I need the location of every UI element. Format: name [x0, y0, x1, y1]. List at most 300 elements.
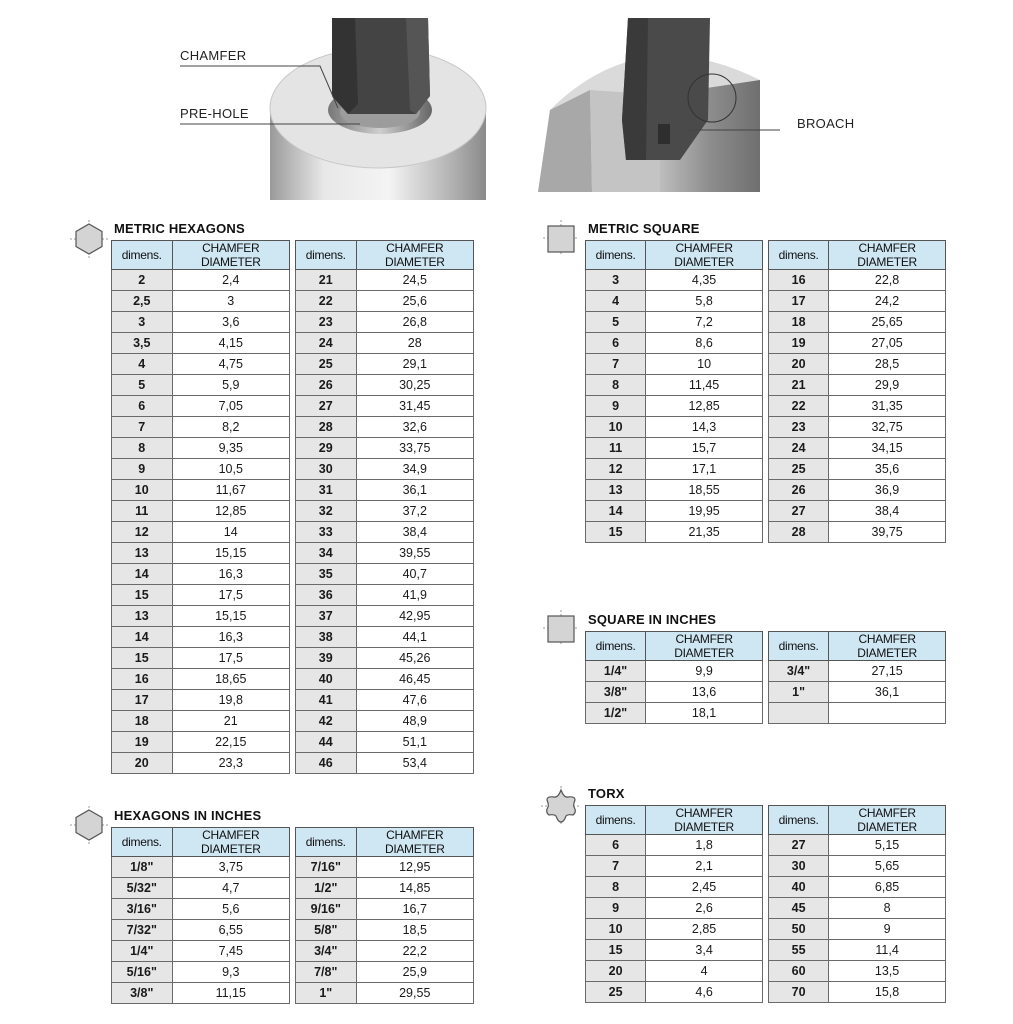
table-row: [586, 375, 763, 396]
dimension-cell: 7/16": [296, 857, 357, 878]
chamfer-diameter-cell: 26,8: [356, 312, 473, 333]
dimension-cell: 16: [112, 669, 173, 690]
chamfer-diameter-cell: 27,05: [829, 333, 946, 354]
table-row: [112, 899, 290, 920]
chamfer-diameter-cell: 45,26: [356, 648, 473, 669]
chamfer-diameter-cell: 28,5: [829, 354, 946, 375]
chamfer-diameter-cell: 36,1: [356, 480, 473, 501]
chamfer-diameter-cell: 47,6: [356, 690, 473, 711]
table-row: [296, 669, 474, 690]
table-row: [769, 501, 946, 522]
dimension-cell: 45: [769, 898, 829, 919]
table-row: [296, 585, 474, 606]
chamfer-diameter-cell: 28: [356, 333, 473, 354]
chamfer-diameter-cell: 3: [172, 291, 289, 312]
chamfer-diameter-cell: 19,95: [646, 501, 763, 522]
dimension-cell: 9: [112, 459, 173, 480]
table-row: [296, 627, 474, 648]
chamfer-diameter-cell: [829, 703, 946, 724]
table-row: [586, 835, 763, 856]
table-row: [112, 438, 290, 459]
dimension-cell: 11: [112, 501, 173, 522]
chamfer-diameter-cell: 16,3: [172, 564, 289, 585]
table-row: [769, 333, 946, 354]
table-row: [769, 522, 946, 543]
chamfer-diameter-cell: 2,1: [646, 856, 763, 877]
table-row: [769, 835, 946, 856]
dimension-cell: 26: [769, 480, 829, 501]
chamfer-diameter-cell: 46,45: [356, 669, 473, 690]
table-row: [112, 459, 290, 480]
table-row: [586, 333, 763, 354]
table-row: [296, 543, 474, 564]
table-row: [769, 354, 946, 375]
dimension-cell: [769, 703, 829, 724]
dimension-cell: 30: [769, 856, 829, 877]
column-header-dimension: dimens.: [769, 632, 829, 661]
dimension-cell: 5/16": [112, 962, 173, 983]
table-row: [586, 438, 763, 459]
dimension-cell: 42: [296, 711, 357, 732]
chamfer-diameter-cell: 11,4: [829, 940, 946, 961]
chamfer-diameter-cell: 15,15: [172, 543, 289, 564]
table-row: [296, 375, 474, 396]
dimension-cell: 8: [112, 438, 173, 459]
dimension-cell: 31: [296, 480, 357, 501]
dimension-cell: 1/8": [112, 857, 173, 878]
dimension-cell: 3: [586, 270, 646, 291]
torx-icon: [541, 786, 581, 826]
dimension-cell: 22: [769, 396, 829, 417]
dimension-cell: 20: [769, 354, 829, 375]
dimension-cell: 12: [586, 459, 646, 480]
table-row: [112, 417, 290, 438]
dimension-cell: 3,5: [112, 333, 173, 354]
chamfer-diameter-cell: 8,6: [646, 333, 763, 354]
dimension-cell: 10: [586, 417, 646, 438]
chamfer-diameter-cell: 4,75: [172, 354, 289, 375]
chamfer-callout-label: CHAMFER: [180, 48, 247, 63]
dimension-cell: 35: [296, 564, 357, 585]
chamfer-diameter-cell: 5,6: [172, 899, 289, 920]
chamfer-diameter-cell: 18,65: [172, 669, 289, 690]
chamfer-diameter-cell: 38,4: [829, 501, 946, 522]
chamfer-diameter-cell: 22,2: [356, 941, 473, 962]
dimension-cell: 50: [769, 919, 829, 940]
chamfer-diameter-cell: 39,55: [356, 543, 473, 564]
column-header-dimension: dimens.: [586, 241, 646, 270]
metric-hexagons-table-1: [111, 240, 290, 774]
table-row: [586, 480, 763, 501]
column-header-dimension: dimens.: [586, 632, 646, 661]
dimension-cell: 17: [769, 291, 829, 312]
table-row: [296, 920, 474, 941]
chamfer-diameter-cell: 7,45: [172, 941, 289, 962]
dimension-cell: 27: [769, 835, 829, 856]
dimension-cell: 46: [296, 753, 357, 774]
chamfer-diameter-cell: 2,6: [646, 898, 763, 919]
chamfer-diameter-cell: 5,65: [829, 856, 946, 877]
dimension-cell: 6: [112, 396, 173, 417]
chamfer-diameter-cell: 18,5: [356, 920, 473, 941]
chamfer-diameter-cell: 4: [646, 961, 763, 982]
chamfer-diameter-cell: 5,15: [829, 835, 946, 856]
column-header-chamfer-diameter: CHAMFER DIAMETER: [356, 828, 473, 857]
chamfer-diameter-cell: 27,15: [829, 661, 946, 682]
dimension-cell: 23: [769, 417, 829, 438]
dimension-cell: 14: [586, 501, 646, 522]
table-row: [296, 291, 474, 312]
table-row: [112, 585, 290, 606]
chamfer-diameter-cell: 7,05: [172, 396, 289, 417]
table-row: [112, 543, 290, 564]
table-row: [586, 940, 763, 961]
chamfer-diameter-cell: 36,9: [829, 480, 946, 501]
dimension-cell: 38: [296, 627, 357, 648]
dimension-cell: 15: [586, 522, 646, 543]
chamfer-diameter-cell: 18,55: [646, 480, 763, 501]
dimension-cell: 14: [112, 627, 173, 648]
table-row: [586, 919, 763, 940]
chamfer-diameter-cell: 14,3: [646, 417, 763, 438]
table-row: [586, 982, 763, 1003]
callout-lines: [0, 0, 1013, 200]
table-row: [296, 522, 474, 543]
column-header-dimension: dimens.: [296, 241, 357, 270]
column-header-chamfer-diameter: CHAMFER DIAMETER: [172, 828, 289, 857]
table-row: [112, 375, 290, 396]
dimension-cell: 22: [296, 291, 357, 312]
column-header-dimension: dimens.: [296, 828, 357, 857]
dimension-cell: 14: [112, 564, 173, 585]
dimension-cell: 27: [296, 396, 357, 417]
chamfer-diameter-cell: 11,15: [172, 983, 289, 1004]
hexagons-in-inches-table-1: [111, 827, 290, 1004]
dimension-cell: 12: [112, 522, 173, 543]
dimension-cell: 5/32": [112, 878, 173, 899]
chamfer-diameter-cell: 10: [646, 354, 763, 375]
dimension-cell: 41: [296, 690, 357, 711]
table-row: [112, 333, 290, 354]
dimension-cell: 40: [769, 877, 829, 898]
table-row: [112, 857, 290, 878]
chamfer-diameter-cell: 2,4: [172, 270, 289, 291]
dimension-cell: 36: [296, 585, 357, 606]
table-row: [769, 312, 946, 333]
column-header-chamfer-diameter: CHAMFER DIAMETER: [829, 806, 946, 835]
table-row: [586, 417, 763, 438]
table-row: [769, 898, 946, 919]
metric-square-icon: [543, 220, 579, 256]
chamfer-diameter-cell: 15,7: [646, 438, 763, 459]
dimension-cell: 27: [769, 501, 829, 522]
chamfer-diameter-cell: 22,8: [829, 270, 946, 291]
dimension-cell: 30: [296, 459, 357, 480]
dimension-cell: 18: [769, 312, 829, 333]
chamfer-diameter-cell: 36,1: [829, 682, 946, 703]
chamfer-diameter-cell: 7,2: [646, 312, 763, 333]
dimension-cell: 4: [112, 354, 173, 375]
table-row: [112, 753, 290, 774]
chamfer-diameter-cell: 25,65: [829, 312, 946, 333]
chamfer-diameter-cell: 17,5: [172, 648, 289, 669]
dimension-cell: 21: [296, 270, 357, 291]
chamfer-diameter-cell: 12,95: [356, 857, 473, 878]
chamfer-diameter-cell: 15,15: [172, 606, 289, 627]
table-row: [112, 711, 290, 732]
chamfer-diameter-cell: 29,55: [356, 983, 473, 1004]
dimension-cell: 24: [769, 438, 829, 459]
chamfer-diameter-cell: 39,75: [829, 522, 946, 543]
table-row: [296, 983, 474, 1004]
column-header-chamfer-diameter: CHAMFER DIAMETER: [829, 241, 946, 270]
chamfer-diameter-cell: 41,9: [356, 585, 473, 606]
table-row: [586, 354, 763, 375]
chamfer-diameter-cell: 23,3: [172, 753, 289, 774]
dimension-cell: 9/16": [296, 899, 357, 920]
dimension-cell: 29: [296, 438, 357, 459]
table-row: [112, 480, 290, 501]
table-row: [296, 333, 474, 354]
chamfer-diameter-cell: 31,35: [829, 396, 946, 417]
dimension-cell: 4: [586, 291, 646, 312]
table-row: [769, 940, 946, 961]
table-row: [296, 690, 474, 711]
dimension-cell: 28: [296, 417, 357, 438]
dimension-cell: 13: [586, 480, 646, 501]
torx-table-2: [768, 805, 946, 1003]
dimension-cell: 10: [112, 480, 173, 501]
torx-table-1: [585, 805, 763, 1003]
dimension-cell: 13: [112, 543, 173, 564]
table-row: [769, 438, 946, 459]
table-row: [586, 396, 763, 417]
dimension-cell: 2,5: [112, 291, 173, 312]
prehole-callout-label: PRE-HOLE: [180, 106, 249, 121]
chamfer-diameter-cell: 44,1: [356, 627, 473, 648]
dimension-cell: 5: [586, 312, 646, 333]
dimension-cell: 7/8": [296, 962, 357, 983]
dimension-cell: 5/8": [296, 920, 357, 941]
table-row: [296, 354, 474, 375]
section-title-square-in-inches: SQUARE IN INCHES: [588, 612, 717, 627]
table-row: [586, 877, 763, 898]
table-row: [586, 898, 763, 919]
chamfer-diameter-cell: 34,15: [829, 438, 946, 459]
dimension-cell: 3/16": [112, 899, 173, 920]
table-row: [112, 627, 290, 648]
table-row: [586, 682, 763, 703]
dimension-cell: 15: [586, 940, 646, 961]
chamfer-diameter-cell: 29,1: [356, 354, 473, 375]
dimension-cell: 1": [769, 682, 829, 703]
table-row: [586, 961, 763, 982]
dimension-cell: 7: [586, 354, 646, 375]
chamfer-diameter-cell: 8,2: [172, 417, 289, 438]
chamfer-diameter-cell: 38,4: [356, 522, 473, 543]
chamfer-diameter-cell: 48,9: [356, 711, 473, 732]
dimension-cell: 37: [296, 606, 357, 627]
table-row: [296, 312, 474, 333]
dimension-cell: 25: [586, 982, 646, 1003]
dimension-cell: 8: [586, 877, 646, 898]
chamfer-diameter-cell: 32,75: [829, 417, 946, 438]
chamfer-diameter-cell: 4,15: [172, 333, 289, 354]
chamfer-diameter-cell: 34,9: [356, 459, 473, 480]
table-row: [296, 459, 474, 480]
dimension-cell: 3/4": [296, 941, 357, 962]
table-row: [586, 312, 763, 333]
table-row: [296, 732, 474, 753]
square-in-inches-table-1: [585, 631, 763, 724]
column-header-chamfer-diameter: CHAMFER DIAMETER: [646, 241, 763, 270]
chamfer-diameter-cell: 12,85: [646, 396, 763, 417]
dimension-cell: 9: [586, 396, 646, 417]
chamfer-diameter-cell: 5,8: [646, 291, 763, 312]
dimension-cell: 20: [112, 753, 173, 774]
dimension-cell: 7: [586, 856, 646, 877]
chamfer-diameter-cell: 51,1: [356, 732, 473, 753]
column-header-chamfer-diameter: CHAMFER DIAMETER: [646, 632, 763, 661]
broach-callout-label: BROACH: [797, 116, 855, 131]
table-row: [112, 648, 290, 669]
chamfer-diameter-cell: 42,95: [356, 606, 473, 627]
chamfer-diameter-cell: 8: [829, 898, 946, 919]
section-title-torx: TORX: [588, 786, 625, 801]
table-row: [296, 753, 474, 774]
chamfer-diameter-cell: 24,2: [829, 291, 946, 312]
table-row: [296, 396, 474, 417]
metric-hexagons-table-2: [295, 240, 474, 774]
chamfer-diameter-cell: 32,6: [356, 417, 473, 438]
chamfer-diameter-cell: 15,8: [829, 982, 946, 1003]
chamfer-diameter-cell: 6,55: [172, 920, 289, 941]
dimension-cell: 15: [112, 648, 173, 669]
table-row: [586, 522, 763, 543]
column-header-dimension: dimens.: [769, 241, 829, 270]
table-row: [769, 270, 946, 291]
dimension-cell: 23: [296, 312, 357, 333]
table-row: [112, 396, 290, 417]
table-row: [296, 711, 474, 732]
dimension-cell: 28: [769, 522, 829, 543]
dimension-cell: 8: [586, 375, 646, 396]
table-row: [769, 877, 946, 898]
table-row: [769, 480, 946, 501]
chamfer-diameter-cell: 21,35: [646, 522, 763, 543]
dimension-cell: 7: [112, 417, 173, 438]
chamfer-diameter-cell: 19,8: [172, 690, 289, 711]
chamfer-diameter-cell: 40,7: [356, 564, 473, 585]
chamfer-diameter-cell: 22,15: [172, 732, 289, 753]
chamfer-diameter-cell: 11,45: [646, 375, 763, 396]
chamfer-diameter-cell: 9,3: [172, 962, 289, 983]
dimension-cell: 15: [112, 585, 173, 606]
dimension-cell: 3/8": [586, 682, 646, 703]
dimension-cell: 44: [296, 732, 357, 753]
chamfer-diameter-cell: 3,75: [172, 857, 289, 878]
chamfer-diameter-cell: 4,7: [172, 878, 289, 899]
table-row: [296, 438, 474, 459]
chamfer-diameter-cell: 2,85: [646, 919, 763, 940]
chamfer-diameter-cell: 3,6: [172, 312, 289, 333]
table-row: [112, 354, 290, 375]
dimension-cell: 19: [769, 333, 829, 354]
table-row: [112, 291, 290, 312]
table-row: [296, 501, 474, 522]
chamfer-diameter-cell: 6,85: [829, 877, 946, 898]
table-row: [769, 856, 946, 877]
table-row: [112, 732, 290, 753]
table-row: [112, 920, 290, 941]
dimension-cell: 9: [586, 898, 646, 919]
table-row: [112, 501, 290, 522]
hexagons-in-inches-table-2: [295, 827, 474, 1004]
chamfer-diameter-cell: 4,35: [646, 270, 763, 291]
dimension-cell: 1/2": [586, 703, 646, 724]
chamfer-diameter-cell: 14: [172, 522, 289, 543]
chamfer-diameter-cell: 4,6: [646, 982, 763, 1003]
table-row: [112, 606, 290, 627]
chamfer-diameter-cell: 13,5: [829, 961, 946, 982]
table-row: [769, 661, 946, 682]
table-row: [586, 856, 763, 877]
chamfer-diameter-cell: 11,67: [172, 480, 289, 501]
table-row: [769, 961, 946, 982]
table-row: [769, 919, 946, 940]
dimension-cell: 6: [586, 333, 646, 354]
chamfer-diameter-cell: 17,5: [172, 585, 289, 606]
table-row: [769, 291, 946, 312]
table-row: [296, 648, 474, 669]
table-row: [586, 661, 763, 682]
chamfer-diameter-cell: 3,4: [646, 940, 763, 961]
dimension-cell: 18: [112, 711, 173, 732]
chamfer-diameter-cell: 35,6: [829, 459, 946, 480]
chamfer-diameter-cell: 31,45: [356, 396, 473, 417]
table-row: [112, 983, 290, 1004]
table-row: [769, 375, 946, 396]
table-row: [112, 312, 290, 333]
table-row: [296, 878, 474, 899]
dimension-cell: 2: [112, 270, 173, 291]
chamfer-diameter-cell: 16,3: [172, 627, 289, 648]
column-header-chamfer-diameter: CHAMFER DIAMETER: [172, 241, 289, 270]
table-row: [769, 459, 946, 480]
dimension-cell: 3: [112, 312, 173, 333]
chamfer-diameter-cell: 9,35: [172, 438, 289, 459]
table-row: [769, 982, 946, 1003]
metric-square-table-1: [585, 240, 763, 543]
dimension-cell: 17: [112, 690, 173, 711]
chamfer-diameter-cell: 25,6: [356, 291, 473, 312]
table-row: [296, 941, 474, 962]
dimension-cell: 16: [769, 270, 829, 291]
dimension-cell: 34: [296, 543, 357, 564]
chamfer-diameter-cell: 10,5: [172, 459, 289, 480]
section-title-metric-hexagons: METRIC HEXAGONS: [114, 221, 245, 236]
table-row: [296, 270, 474, 291]
dimension-cell: 33: [296, 522, 357, 543]
dimension-cell: 3/4": [769, 661, 829, 682]
dimension-cell: 11: [586, 438, 646, 459]
table-row: [112, 669, 290, 690]
dimension-cell: 26: [296, 375, 357, 396]
chamfer-diameter-cell: 2,45: [646, 877, 763, 898]
dimension-cell: 60: [769, 961, 829, 982]
dimension-cell: 19: [112, 732, 173, 753]
section-title-metric-square: METRIC SQUARE: [588, 221, 700, 236]
